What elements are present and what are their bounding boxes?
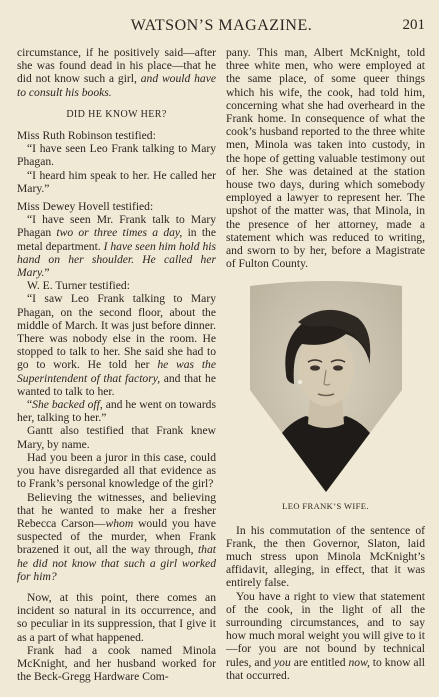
- photo-caption: LEO FRANK’S WIFE.: [282, 501, 369, 512]
- left-column: [17, 46, 216, 683]
- paragraph: Now, at this point, there comes an incident so natural in its occurrence, and so peculiar in its suppression, that I give it as a part of what happened.: [17, 590, 216, 644]
- right-column: [226, 46, 425, 682]
- paragraph: Had you been a juror in this case, could you have disregarded all that evidence as to Frank’s personal knowledge of the girl?: [17, 450, 216, 491]
- paragraph: Frank had a cook named Minola McKnight, and her husband worked for the Beck-Gregg Hardware Com-: [17, 643, 216, 684]
- paragraph: “I heard him speak to her. He called her Mary.”: [17, 168, 216, 195]
- paragraph: Gantt also testified that Frank knew Mary, by name.: [17, 424, 216, 451]
- paragraph: You have a right to view that statement of the cook, in the light of all the surrounding circumstances, and to say how much moral weight you will give to it—for you are not bound by technical rules, and you are entitled now, to know all that occurred.: [226, 589, 425, 682]
- paragraph: “I saw Leo Frank talking to Mary Phagan, on the second floor, about the middle of March. It was just before dinner. There was nobody else in the room. He stopped to talk to her. She said she had to go to work. He told her he was the Superintendent of that factory, and that he wanted to talk to her.: [17, 292, 216, 398]
- paragraph: In his commutation of the sentence of Frank, the then Governor, Slaton, laid much stress upon Minola McKnight’s affidavit, alleging, in effect, that it was entirely false.: [226, 523, 425, 590]
- paragraph: Believing the witnesses, and believing that he wanted to make her a fresher Rebecca Carson—whom would you have suspected of the murder, when Frank brazened it out, all the way through, that he did not know that such a girl worked for him?: [17, 490, 216, 583]
- paragraph: W. E. Turner testified:: [27, 279, 130, 293]
- paragraph: Miss Dewey Hovell testified:: [17, 200, 154, 214]
- paragraph: circumstance, if he positively said—after she was found dead in his place—that he did not know such a girl, and would have to consult his books.: [17, 46, 216, 99]
- paragraph: “I have seen Mr. Frank talk to Mary Phagan two or three times a day, in the metal department. I have seen him hold his hand on her shoulder. He called her Mary.”: [17, 213, 216, 280]
- page-number: 201: [402, 17, 425, 33]
- magazine-title: WATSON’S MAGAZINE.: [130, 17, 313, 34]
- page-header: [18, 17, 425, 39]
- paragraph: Miss Ruth Robinson testified:: [17, 129, 156, 143]
- paragraph: pany. This man, Albert McKnight, told three white men, who were employed at the same place, of some queer things which his wife, the cook, had told him, concerning what she had overheard in the Frank home. In consequence of what the cook’s husband reported to the three white men, Minola was taken into custody, in the hope of getting valuable testimony out of her. She was detained at the station house two days, during which somebody employed a lawyer to represent her. The upshot of the matter was, that Minola, in the presence of her attorney, made a statement which was reduced to writing, and sworn to by her, before a Magistrate of Fulton County.: [226, 46, 425, 271]
- paragraph: “I have seen Leo Frank talking to Mary Phagan.: [17, 142, 216, 169]
- portrait-photo: [246, 278, 406, 496]
- paragraph: “She backed off, and he went on towards her, talking to her.”: [17, 398, 216, 425]
- section-heading: DID HE KNOW HER?: [66, 108, 167, 120]
